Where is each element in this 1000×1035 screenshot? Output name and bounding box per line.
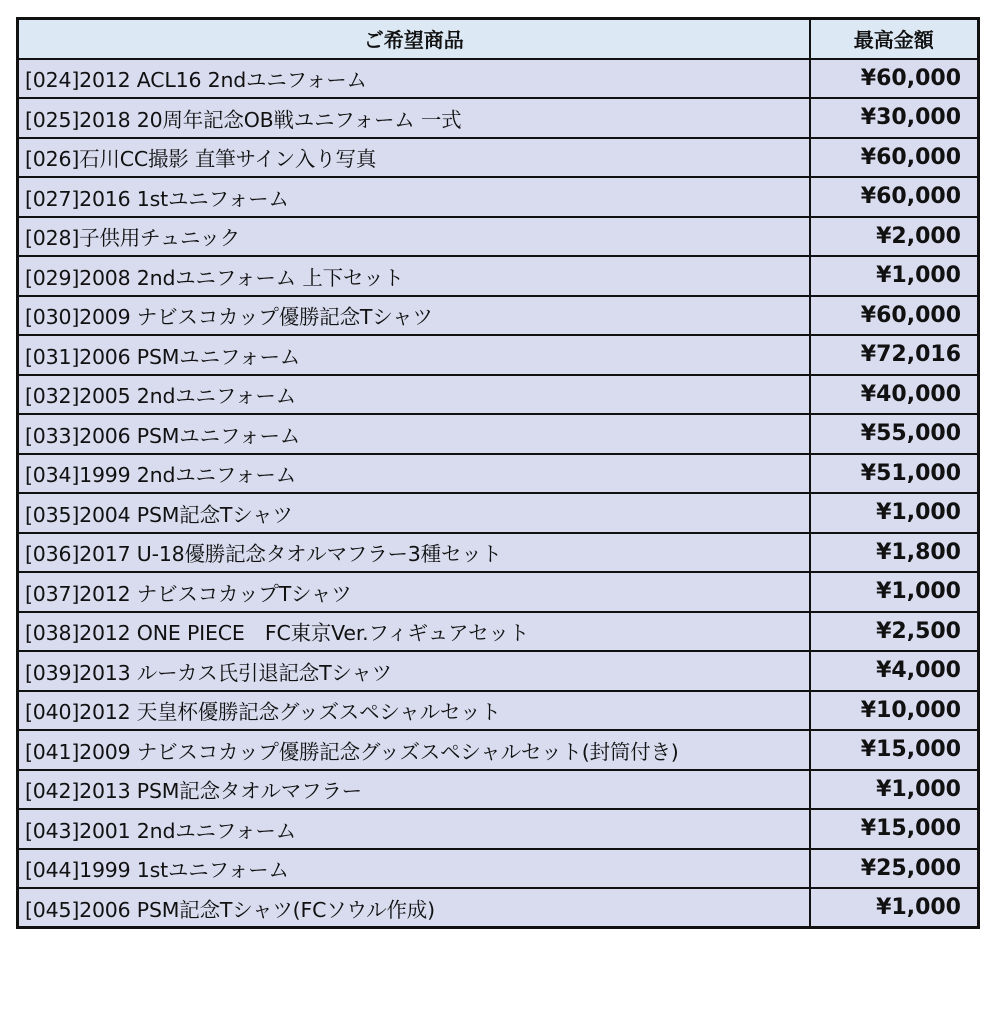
table-row	[18, 493, 979, 533]
table-row	[18, 572, 979, 612]
item-name-cell: [034]1999 2ndユニフォーム	[18, 454, 810, 494]
table-body	[18, 59, 979, 928]
table-row	[18, 256, 979, 296]
item-name-cell: [024]2012 ACL16 2ndユニフォーム	[18, 59, 810, 99]
table-row	[18, 296, 979, 336]
table-row	[18, 849, 979, 889]
item-name-cell: [040]2012 天皇杯優勝記念グッズスペシャルセット	[18, 691, 810, 731]
max-price-cell: ¥60,000	[810, 296, 979, 336]
bid-table	[16, 17, 980, 929]
max-price-cell: ¥40,000	[810, 375, 979, 415]
max-price-cell: ¥15,000	[810, 809, 979, 849]
table-row	[18, 454, 979, 494]
max-price-cell: ¥51,000	[810, 454, 979, 494]
max-price-cell: ¥2,500	[810, 612, 979, 652]
max-price-cell: ¥10,000	[810, 691, 979, 731]
item-name-cell: [031]2006 PSMユニフォーム	[18, 335, 810, 375]
item-name-cell: [036]2017 U-18優勝記念タオルマフラー3種セット	[18, 533, 810, 573]
item-name-cell: [037]2012 ナビスコカップTシャツ	[18, 572, 810, 612]
item-name-cell: [043]2001 2ndユニフォーム	[18, 809, 810, 849]
max-price-cell: ¥1,000	[810, 493, 979, 533]
item-name-cell: [042]2013 PSM記念タオルマフラー	[18, 770, 810, 810]
item-name-cell: [044]1999 1stユニフォーム	[18, 849, 810, 889]
max-price-cell: ¥25,000	[810, 849, 979, 889]
item-name-cell: [027]2016 1stユニフォーム	[18, 177, 810, 217]
max-price-cell: ¥4,000	[810, 651, 979, 691]
max-price-cell: ¥1,000	[810, 572, 979, 612]
table-row	[18, 98, 979, 138]
table-row	[18, 375, 979, 415]
item-name-cell: [038]2012 ONE PIECE FC東京Ver.フィギュアセット	[18, 612, 810, 652]
item-name-cell: [028]子供用チュニック	[18, 217, 810, 257]
max-price-cell: ¥30,000	[810, 98, 979, 138]
max-price-cell: ¥72,016	[810, 335, 979, 375]
table-row	[18, 138, 979, 178]
header-item: ご希望商品	[18, 19, 810, 59]
max-price-cell: ¥1,000	[810, 770, 979, 810]
table-row	[18, 59, 979, 99]
table-row	[18, 533, 979, 573]
item-name-cell: [030]2009 ナビスコカップ優勝記念Tシャツ	[18, 296, 810, 336]
table-row	[18, 335, 979, 375]
max-price-cell: ¥60,000	[810, 138, 979, 178]
table-row	[18, 612, 979, 652]
max-price-cell: ¥60,000	[810, 177, 979, 217]
header-row	[18, 19, 979, 59]
table-header	[18, 19, 979, 59]
item-name-cell: [039]2013 ルーカス氏引退記念Tシャツ	[18, 651, 810, 691]
max-price-cell: ¥15,000	[810, 730, 979, 770]
table-row	[18, 651, 979, 691]
item-name-cell: [025]2018 20周年記念OB戦ユニフォーム 一式	[18, 98, 810, 138]
max-price-cell: ¥1,800	[810, 533, 979, 573]
table-row	[18, 888, 979, 928]
table-row	[18, 770, 979, 810]
item-name-cell: [026]石川CC撮影 直筆サイン入り写真	[18, 138, 810, 178]
table-row	[18, 691, 979, 731]
item-name-cell: [045]2006 PSM記念Tシャツ(FCソウル作成)	[18, 888, 810, 928]
item-name-cell: [033]2006 PSMユニフォーム	[18, 414, 810, 454]
table-row	[18, 730, 979, 770]
max-price-cell: ¥2,000	[810, 217, 979, 257]
max-price-cell: ¥60,000	[810, 59, 979, 99]
table-row	[18, 217, 979, 257]
table-row	[18, 414, 979, 454]
item-name-cell: [029]2008 2ndユニフォーム 上下セット	[18, 256, 810, 296]
header-price: 最高金額	[810, 19, 979, 59]
max-price-cell: ¥55,000	[810, 414, 979, 454]
item-name-cell: [041]2009 ナビスコカップ優勝記念グッズスペシャルセット(封筒付き)	[18, 730, 810, 770]
max-price-cell: ¥1,000	[810, 256, 979, 296]
table-row	[18, 809, 979, 849]
item-name-cell: [035]2004 PSM記念Tシャツ	[18, 493, 810, 533]
table-row	[18, 177, 979, 217]
item-name-cell: [032]2005 2ndユニフォーム	[18, 375, 810, 415]
max-price-cell: ¥1,000	[810, 888, 979, 928]
